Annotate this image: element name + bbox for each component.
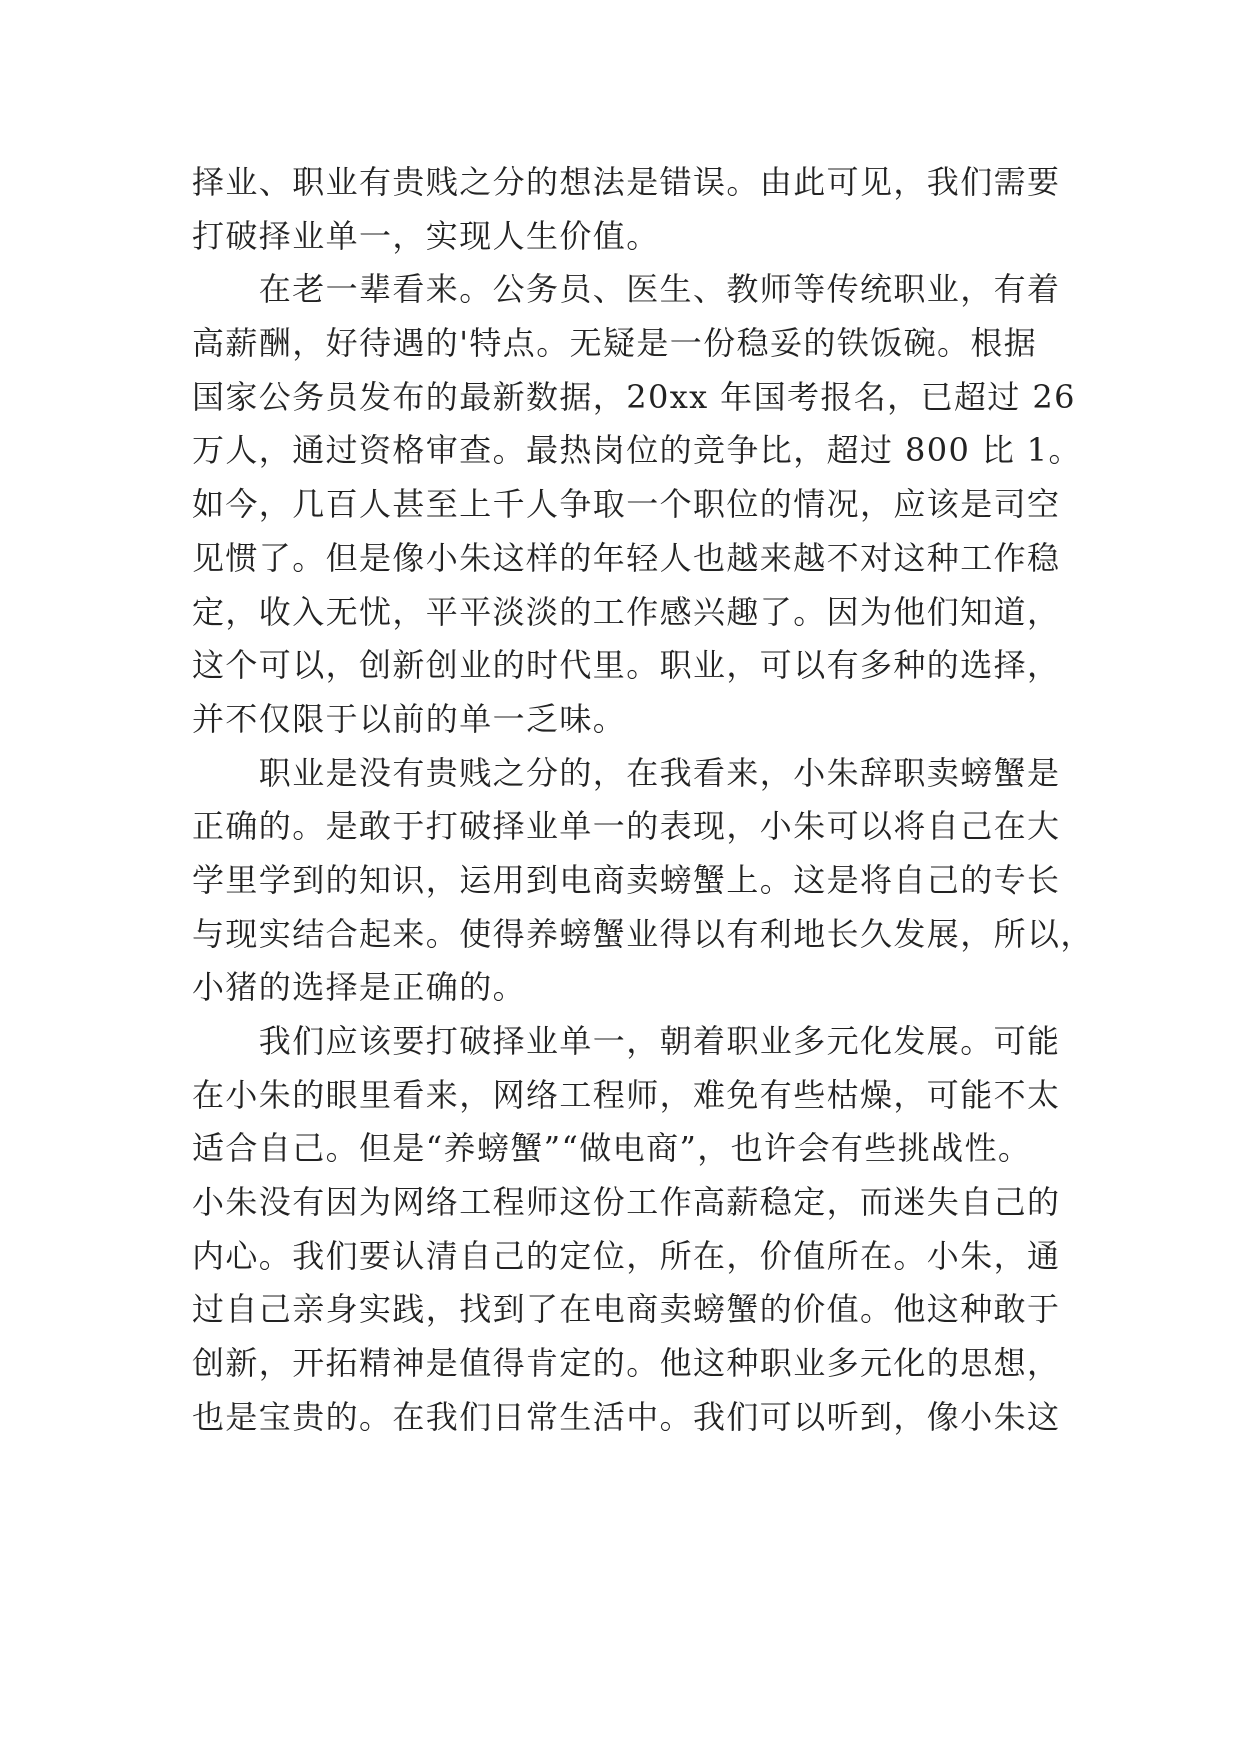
text-line: 与现实结合起来。使得养螃蟹业得以有利地长久发展，所以，: [192, 914, 1094, 953]
text-line: 我们应该要打破择业单一，朝着职业多元化发展。可能: [192, 1022, 1061, 1060]
text-line: 创新，开拓精神是值得肯定的。他这种职业多元化的思想，: [192, 1344, 1061, 1383]
text-line: 职业是没有贵贱之分的，在我看来，小朱辞职卖螃蟹是: [192, 753, 1061, 792]
text-line: 正确的。是敢于打破择业单一的表现，小朱可以将自己在大: [192, 807, 1061, 846]
document-body: [192, 156, 1094, 1445]
text-line: 国家公务员发布的最新数据，20xx 年国考报名，已超过 26: [192, 377, 1076, 416]
text-line: 万人，通过资格审查。最热岗位的竞争比，超过 800 比 1。: [192, 431, 1082, 470]
text-line: 学里学到的知识，运用到电商卖螃蟹上。这是将自己的专长: [192, 860, 1061, 899]
text-line: 在小朱的眼里看来，网络工程师，难免有些枯燥，可能不太: [192, 1075, 1061, 1114]
text-line: 见惯了。但是像小朱这样的年轻人也越来越不对这种工作稳: [192, 538, 1061, 577]
text-line: 小猪的选择是正确的。: [192, 968, 527, 1007]
text-line: 并不仅限于以前的单一乏味。: [192, 699, 627, 738]
text-line: 也是宝贵的。在我们日常生活中。我们可以听到，像小朱这: [192, 1397, 1061, 1436]
text-line: 这个可以，创新创业的时代里。职业，可以有多种的选择，: [192, 646, 1061, 685]
text-line: 内心。我们要认清自己的定位，所在，价值所在。小朱，通: [192, 1236, 1061, 1275]
text-line: 在老一辈看来。公务员、医生、教师等传统职业，有着: [192, 270, 1061, 309]
text-line: 定，收入无忧，平平淡淡的工作感兴趣了。因为他们知道，: [192, 592, 1061, 631]
text-line: 高薪酬，好待遇的'特点。无疑是一份稳妥的铁饭碗。根据: [192, 324, 1038, 363]
text-line: 过自己亲身实践，找到了在电商卖螃蟹的价值。他这种敢于: [192, 1290, 1061, 1329]
text-line: 小朱没有因为网络工程师这份工作高薪稳定，而迷失自己的: [192, 1183, 1061, 1222]
text-line: 打破择业单一，实现人生价值。: [192, 216, 660, 255]
text-line: 如今，几百人甚至上千人争取一个职位的情况，应该是司空: [192, 485, 1061, 524]
text-line: 适合自己。但是“养螃蟹”“做电商”，也许会有些挑战性。: [192, 1129, 1032, 1168]
text-line: 择业、职业有贵贱之分的想法是错误。由此可见，我们需要: [192, 163, 1061, 201]
